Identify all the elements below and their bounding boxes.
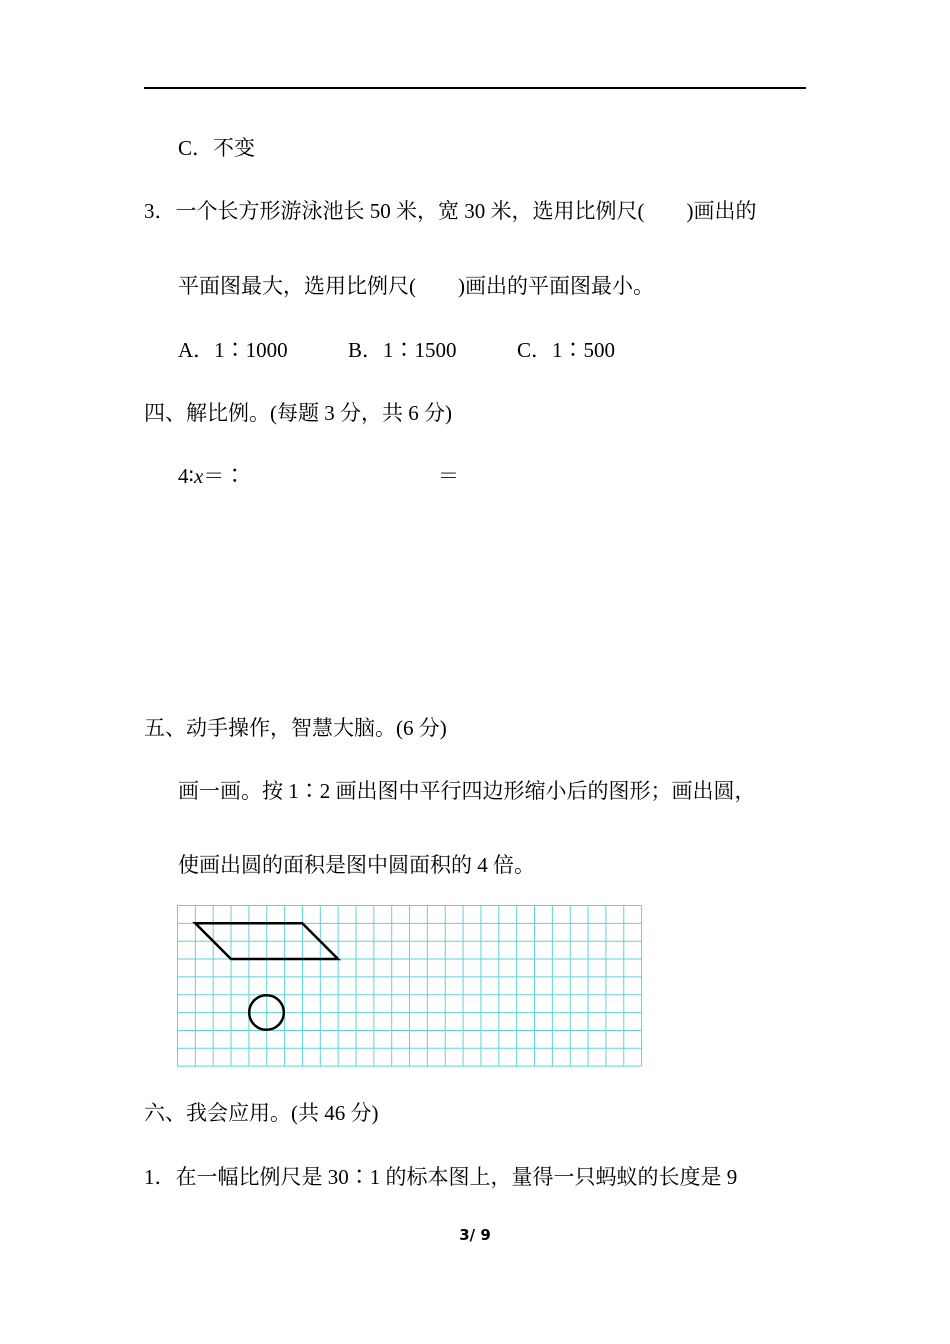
eq-variable: x — [193, 464, 204, 488]
section5-instruction-line1: 画一画。按 1∶2 画出图中平行四边形缩小后的图形；画出圆， — [178, 779, 756, 803]
grid-lines — [178, 906, 642, 1067]
q3-text-line2: 平面图最大，选用比例尺( )画出的平面图最小。 — [178, 274, 654, 298]
eq-left-suffix: ＝∶ — [203, 464, 246, 488]
section4-heading: 四、解比例。(每题 3 分，共 6 分) — [144, 401, 452, 425]
section6-heading: 六、我会应用。(共 46 分) — [144, 1101, 379, 1125]
page-number: 3/ 9 — [459, 1226, 491, 1244]
eq-left-prefix: 4∶ — [178, 464, 194, 488]
q3-option-c: C．1∶500 — [517, 338, 616, 362]
q3-option-a: A．1∶1000 — [178, 338, 288, 362]
q3-text-line1: 3．一个长方形游泳池长 50 米，宽 30 米，选用比例尺( )画出的 — [144, 199, 757, 223]
grid-svg — [177, 905, 643, 1069]
proportion-equation-2: ＝ — [438, 464, 459, 488]
section5-heading: 五、动手操作，智慧大脑。(6 分) — [144, 716, 447, 740]
header-rule — [144, 87, 806, 89]
q3-option-b: B．1∶1500 — [348, 338, 457, 362]
proportion-equation-1 — [178, 463, 245, 489]
section6-q1-text: 1．在一幅比例尺是 30∶1 的标本图上，量得一只蚂蚁的长度是 9 — [144, 1165, 738, 1189]
drawing-grid — [177, 905, 643, 1074]
q2-option-c: C．不变 — [178, 136, 256, 160]
section5-instruction-line2: 使画出圆的面积是图中圆面积的 4 倍。 — [178, 853, 535, 877]
